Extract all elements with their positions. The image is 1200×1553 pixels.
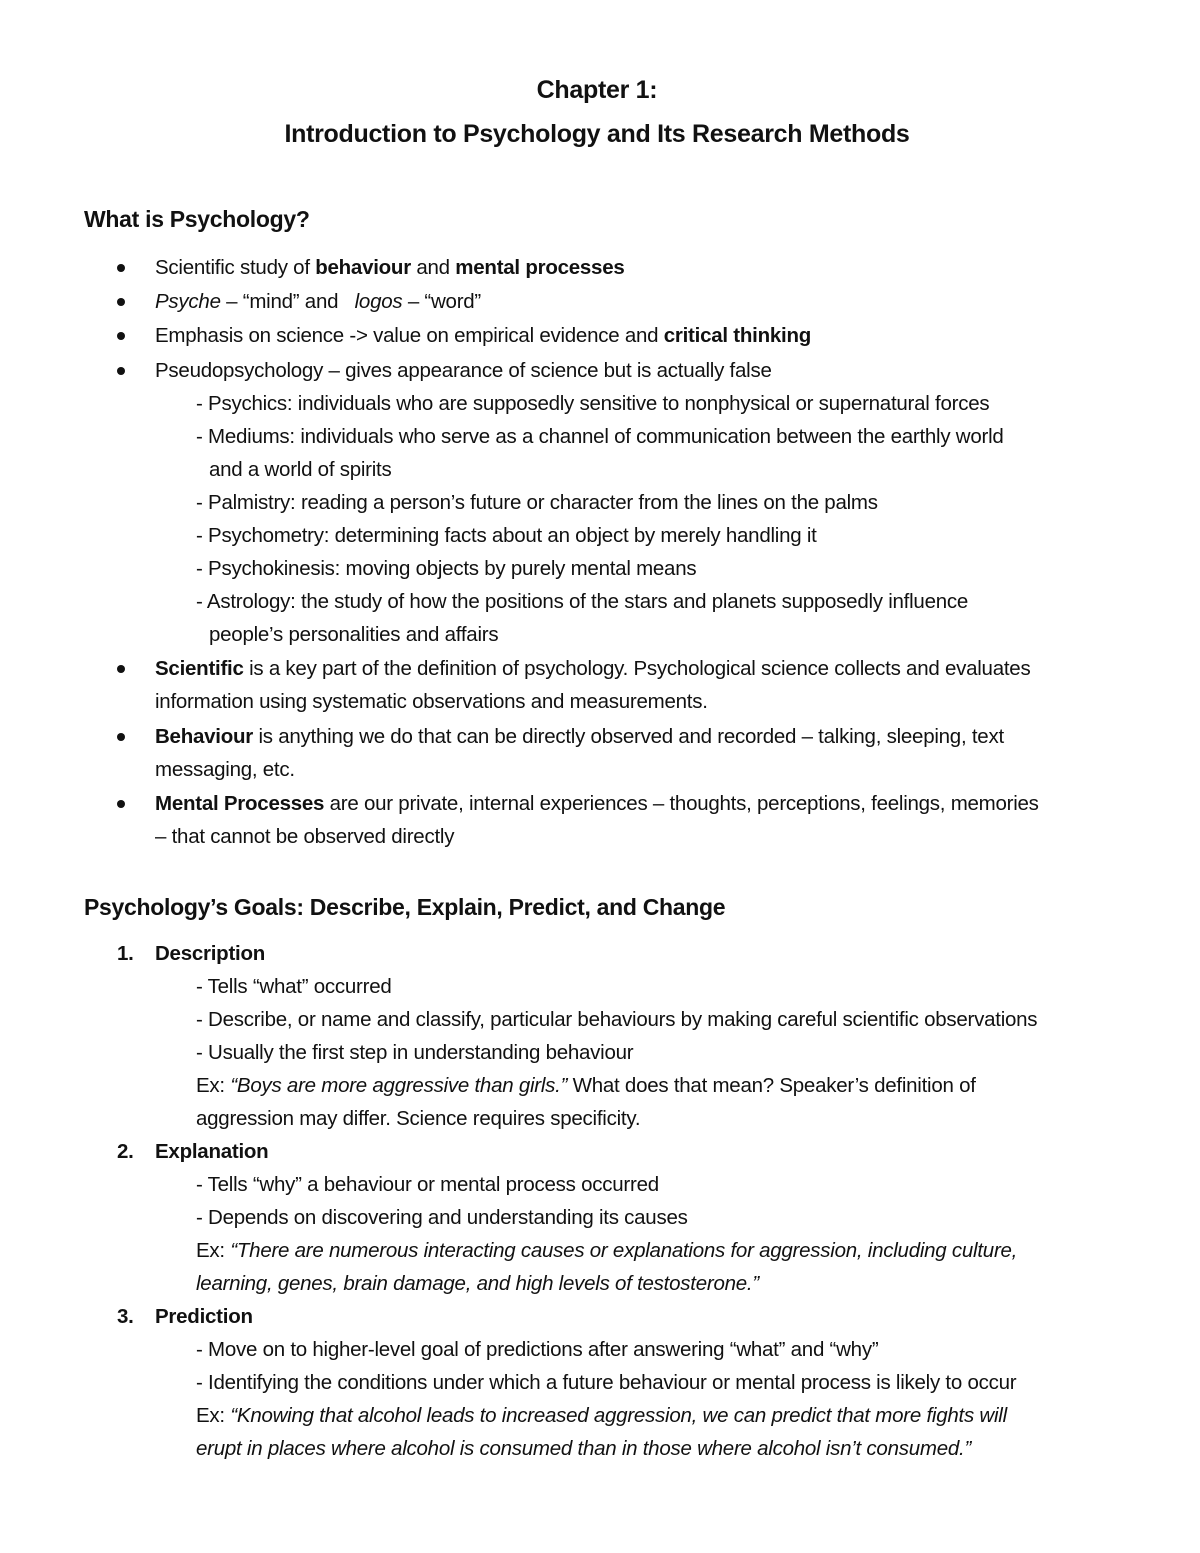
bullet-scientific: Scientific is a key part of the definition of psychology. Psychological science collects and evaluates: [155, 657, 1031, 680]
bullet-icon: [117, 264, 125, 272]
goal-explanation-title: Explanation: [155, 1140, 269, 1163]
goal-description-example: Ex: “Boys are more aggressive than girls.” What does that mean? Speaker’s definition of: [196, 1074, 976, 1097]
pseudo-item-psychokinesis: - Psychokinesis: moving objects by purely mental means: [196, 557, 697, 580]
goal-prediction-title: Prediction: [155, 1305, 253, 1328]
pseudo-item-mediums: - Mediums: individuals who serve as a channel of communication between the earthly world: [196, 425, 1004, 448]
bullet-icon: [117, 332, 125, 340]
bullet-scientific-cont: information using systematic observations and measurements.: [155, 690, 708, 713]
section-heading-goals: Psychology’s Goals: Describe, Explain, Predict, and Change: [84, 894, 726, 920]
bullet-definition: Scientific study of behaviour and mental processes: [155, 256, 625, 279]
chapter-title: Chapter 1:: [536, 76, 658, 104]
bullet-pseudopsychology: Pseudopsychology – gives appearance of science but is actually false: [155, 359, 772, 382]
goal-explanation-number: 2.: [117, 1140, 134, 1163]
pseudo-item-astrology: - Astrology: the study of how the positions of the stars and planets supposedly influence: [196, 590, 969, 613]
goal-description-point: - Tells “what” occurred: [196, 975, 392, 998]
bullet-behaviour: Behaviour is anything we do that can be directly observed and recorded – talking, sleeping, text: [155, 725, 1004, 748]
goal-explanation-point: - Depends on discovering and understanding its causes: [196, 1206, 688, 1229]
goal-prediction-point: - Identifying the conditions under which a future behaviour or mental process is likely to occur: [196, 1371, 1017, 1394]
goal-description-point: - Usually the first step in understanding behaviour: [196, 1041, 634, 1064]
pseudo-item-astrology-cont: people’s personalities and affairs: [209, 623, 499, 646]
bullet-mental-processes-cont: – that cannot be observed directly: [155, 825, 455, 848]
goal-description-title: Description: [155, 942, 266, 965]
pseudo-item-mediums-cont: and a world of spirits: [209, 458, 392, 481]
bullet-icon: [117, 298, 125, 306]
bullet-mental-processes: Mental Processes are our private, internal experiences – thoughts, perceptions, feelings, memories: [155, 792, 1039, 815]
goal-prediction-point: - Move on to higher-level goal of predictions after answering “what” and “why”: [196, 1338, 879, 1361]
section-heading-what-is-psychology: What is Psychology?: [84, 206, 310, 232]
bullet-etymology: Psyche – “mind” and logos – “word”: [155, 290, 482, 313]
bullet-icon: [117, 733, 125, 741]
bullet-icon: [117, 800, 125, 808]
goal-description-number: 1.: [117, 942, 134, 965]
bullet-behaviour-cont: messaging, etc.: [155, 758, 295, 781]
bullet-icon: [117, 367, 125, 375]
goal-prediction-number: 3.: [117, 1305, 134, 1328]
pseudo-item-palmistry: - Palmistry: reading a person’s future or character from the lines on the palms: [196, 491, 878, 514]
goal-description-example-cont: aggression may differ. Science requires specificity.: [196, 1107, 641, 1130]
pseudo-item-psychometry: - Psychometry: determining facts about an object by merely handling it: [196, 524, 817, 547]
chapter-subtitle: Introduction to Psychology and Its Research Methods: [284, 120, 910, 148]
goal-prediction-example: Ex: “Knowing that alcohol leads to increased aggression, we can predict that more fights will: [196, 1404, 1007, 1427]
pseudo-item-psychics: - Psychics: individuals who are supposedly sensitive to nonphysical or supernatural forces: [196, 392, 990, 415]
bullet-emphasis: Emphasis on science -> value on empirical evidence and critical thinking: [155, 324, 811, 347]
goal-description-point: - Describe, or name and classify, particular behaviours by making careful scientific observations: [196, 1008, 1038, 1031]
goal-prediction-example-cont: erupt in places where alcohol is consumed than in those where alcohol isn’t consumed.”: [196, 1437, 972, 1460]
goal-explanation-example-cont: learning, genes, brain damage, and high levels of testosterone.”: [196, 1272, 759, 1295]
goal-explanation-example: Ex: “There are numerous interacting causes or explanations for aggression, including culture,: [196, 1239, 1018, 1262]
goal-explanation-point: - Tells “why” a behaviour or mental process occurred: [196, 1173, 659, 1196]
bullet-icon: [117, 665, 125, 673]
